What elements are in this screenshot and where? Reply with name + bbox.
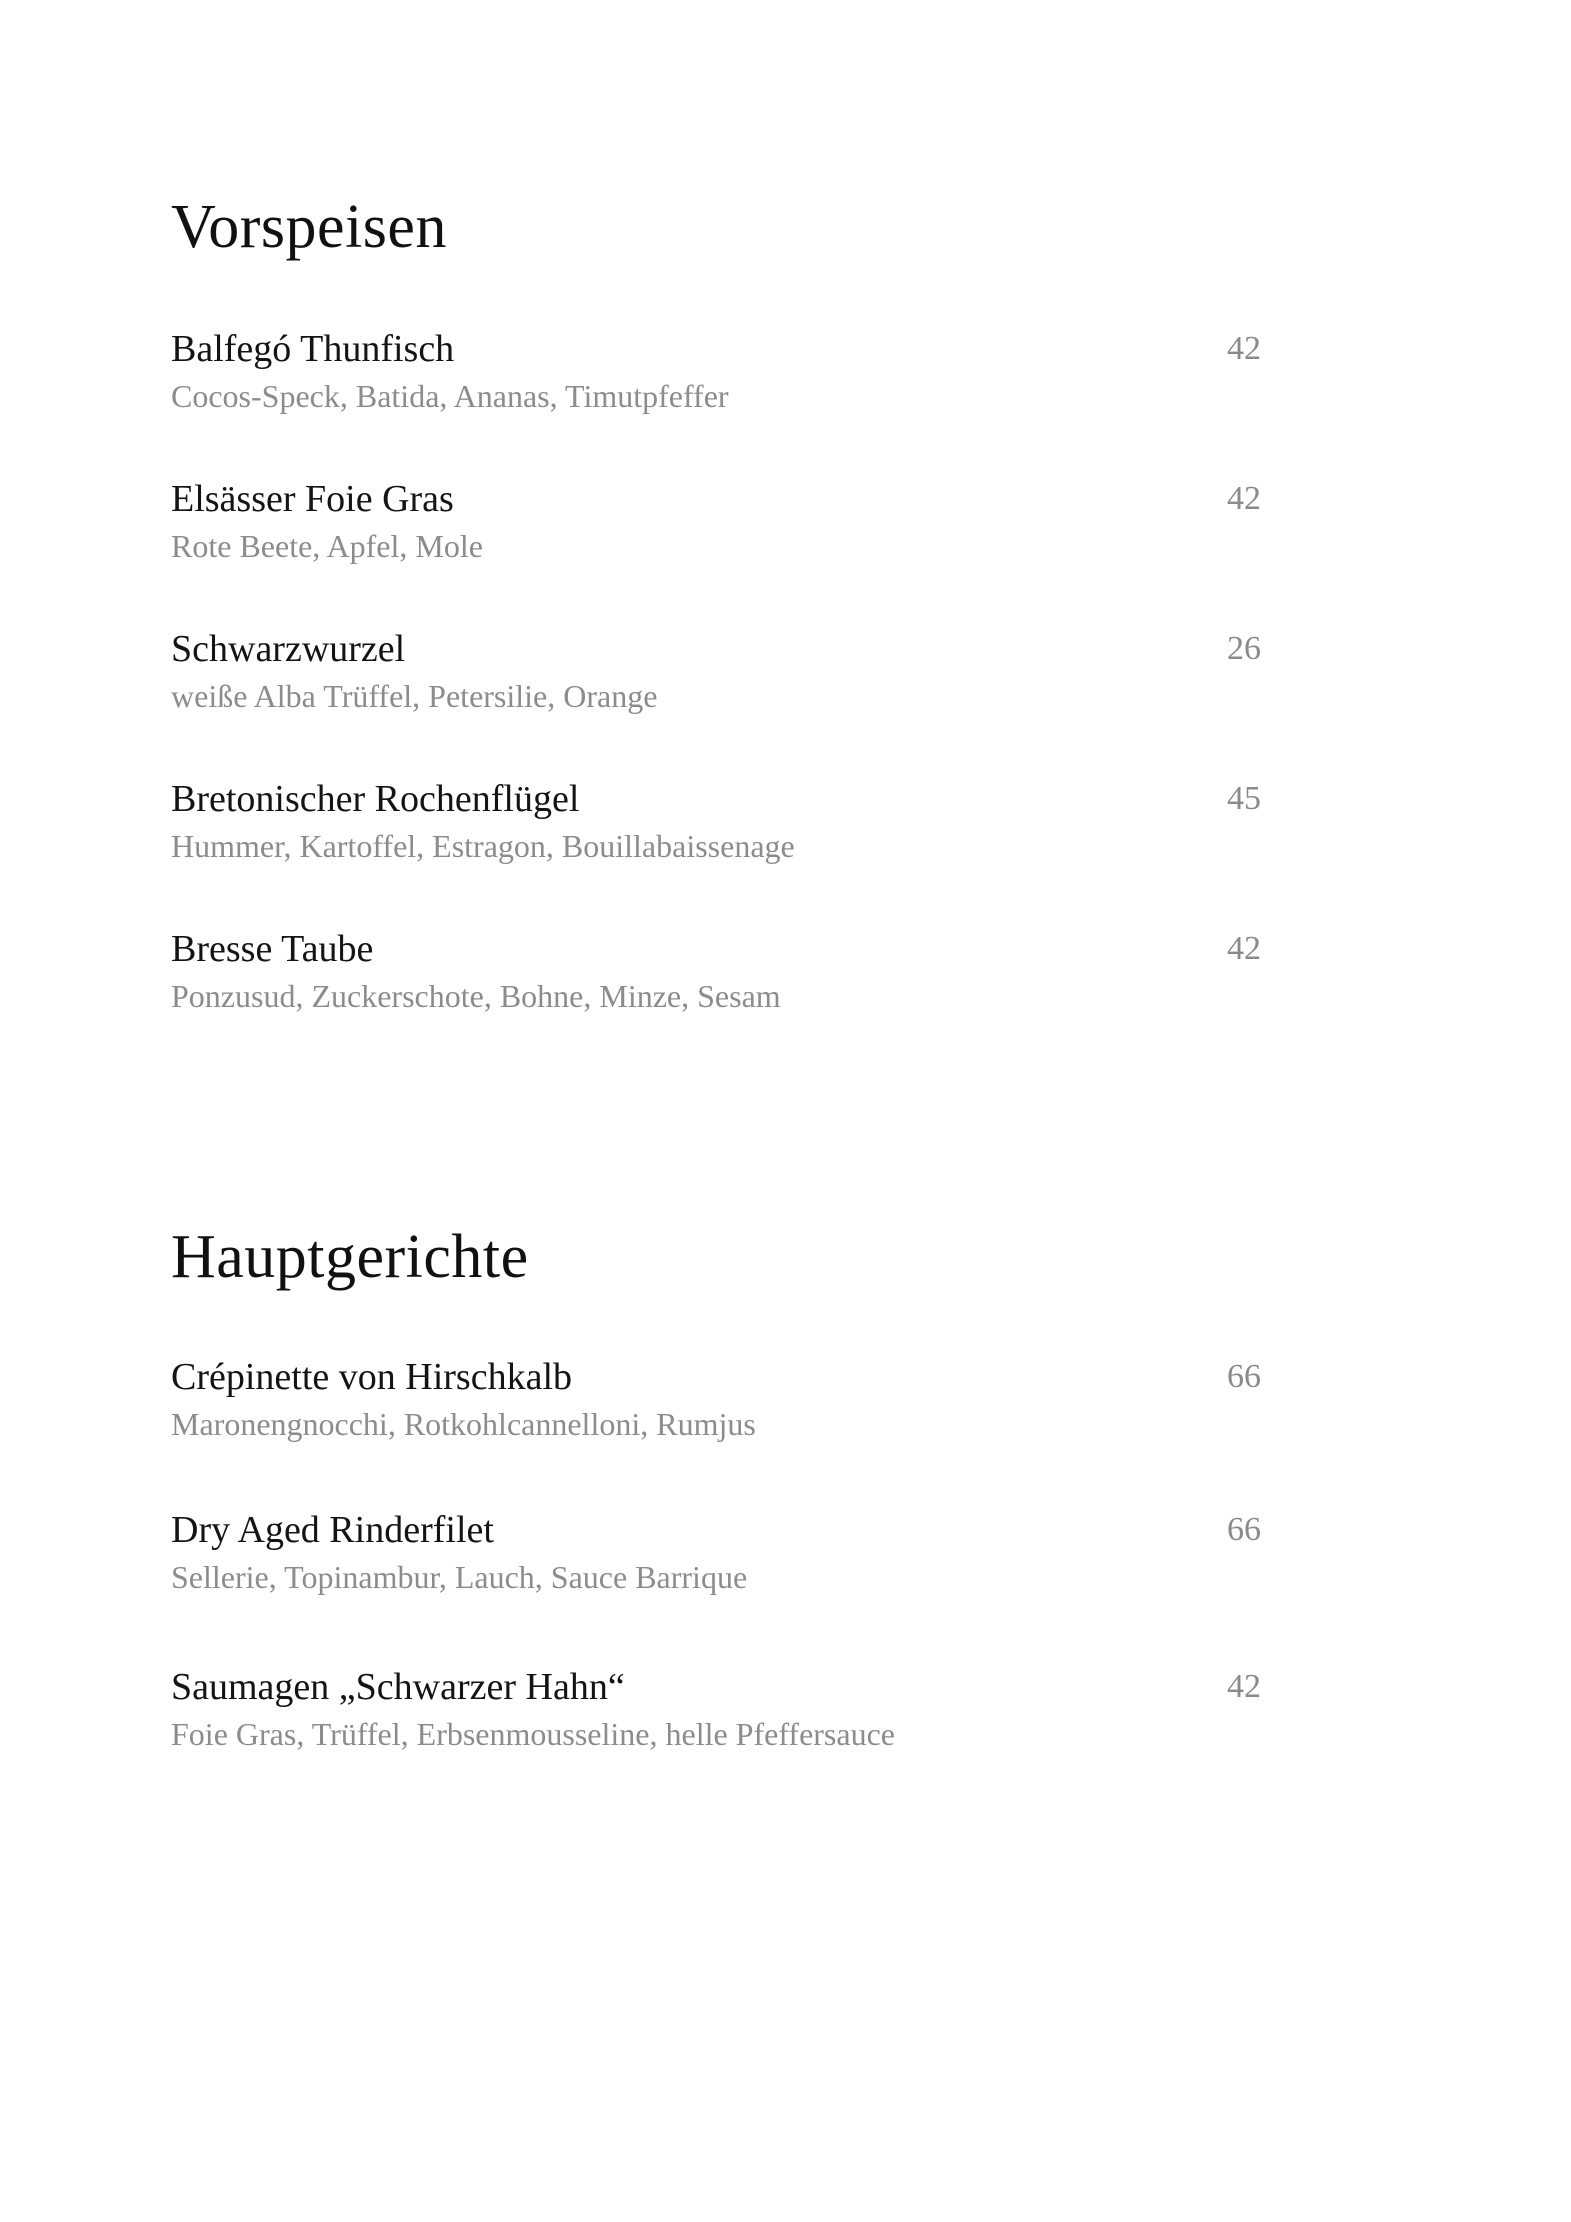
menu-item	[171, 1511, 1261, 1621]
menu-item	[171, 480, 1261, 590]
menu-item-name: Bresse Taube	[171, 928, 374, 970]
menu-item-description: Rote Beete, Apfel, Mole	[171, 528, 483, 564]
menu-item-price: 42	[1227, 930, 1261, 967]
menu-item-description: Cocos-Speck, Batida, Ananas, Timutpfeffer	[171, 378, 729, 414]
menu-item-price: 66	[1227, 1511, 1261, 1548]
menu-item-description: Maronengnocchi, Rotkohlcannelloni, Rumjus	[171, 1406, 756, 1442]
menu-item	[171, 930, 1261, 1040]
menu-item-description: weiße Alba Trüffel, Petersilie, Orange	[171, 678, 658, 714]
menu-item-price: 26	[1227, 630, 1261, 667]
menu-item-price: 42	[1227, 1668, 1261, 1705]
menu-item-description: Sellerie, Topinambur, Lauch, Sauce Barrique	[171, 1559, 748, 1595]
menu-item-name: Saumagen „Schwarzer Hahn“	[171, 1666, 625, 1708]
menu-item	[171, 780, 1261, 890]
menu-item-description: Ponzusud, Zuckerschote, Bohne, Minze, Sesam	[171, 978, 781, 1014]
menu-item	[171, 330, 1261, 440]
menu-item	[171, 1668, 1261, 1778]
section-title-vorspeisen: Vorspeisen	[171, 193, 447, 261]
section-title-hauptgerichte: Hauptgerichte	[171, 1223, 529, 1291]
menu-item-name: Crépinette von Hirschkalb	[171, 1356, 573, 1398]
menu-item-price: 45	[1227, 780, 1261, 817]
menu-item-name: Elsässer Foie Gras	[171, 478, 454, 520]
menu-item-name: Balfegó Thunfisch	[171, 328, 455, 370]
menu-item-price: 42	[1227, 480, 1261, 517]
menu-item-name: Dry Aged Rinderfilet	[171, 1509, 494, 1551]
menu-item-description: Foie Gras, Trüffel, Erbsenmousseline, helle Pfeffersauce	[171, 1716, 895, 1752]
menu-item-price: 42	[1227, 330, 1261, 367]
menu-item-description: Hummer, Kartoffel, Estragon, Bouillabaissenage	[171, 828, 795, 864]
menu-item	[171, 1358, 1261, 1468]
menu-item-price: 66	[1227, 1358, 1261, 1395]
menu-item-name: Schwarzwurzel	[171, 628, 406, 670]
menu-item-name: Bretonischer Rochenflügel	[171, 778, 580, 820]
menu-item	[171, 630, 1261, 740]
